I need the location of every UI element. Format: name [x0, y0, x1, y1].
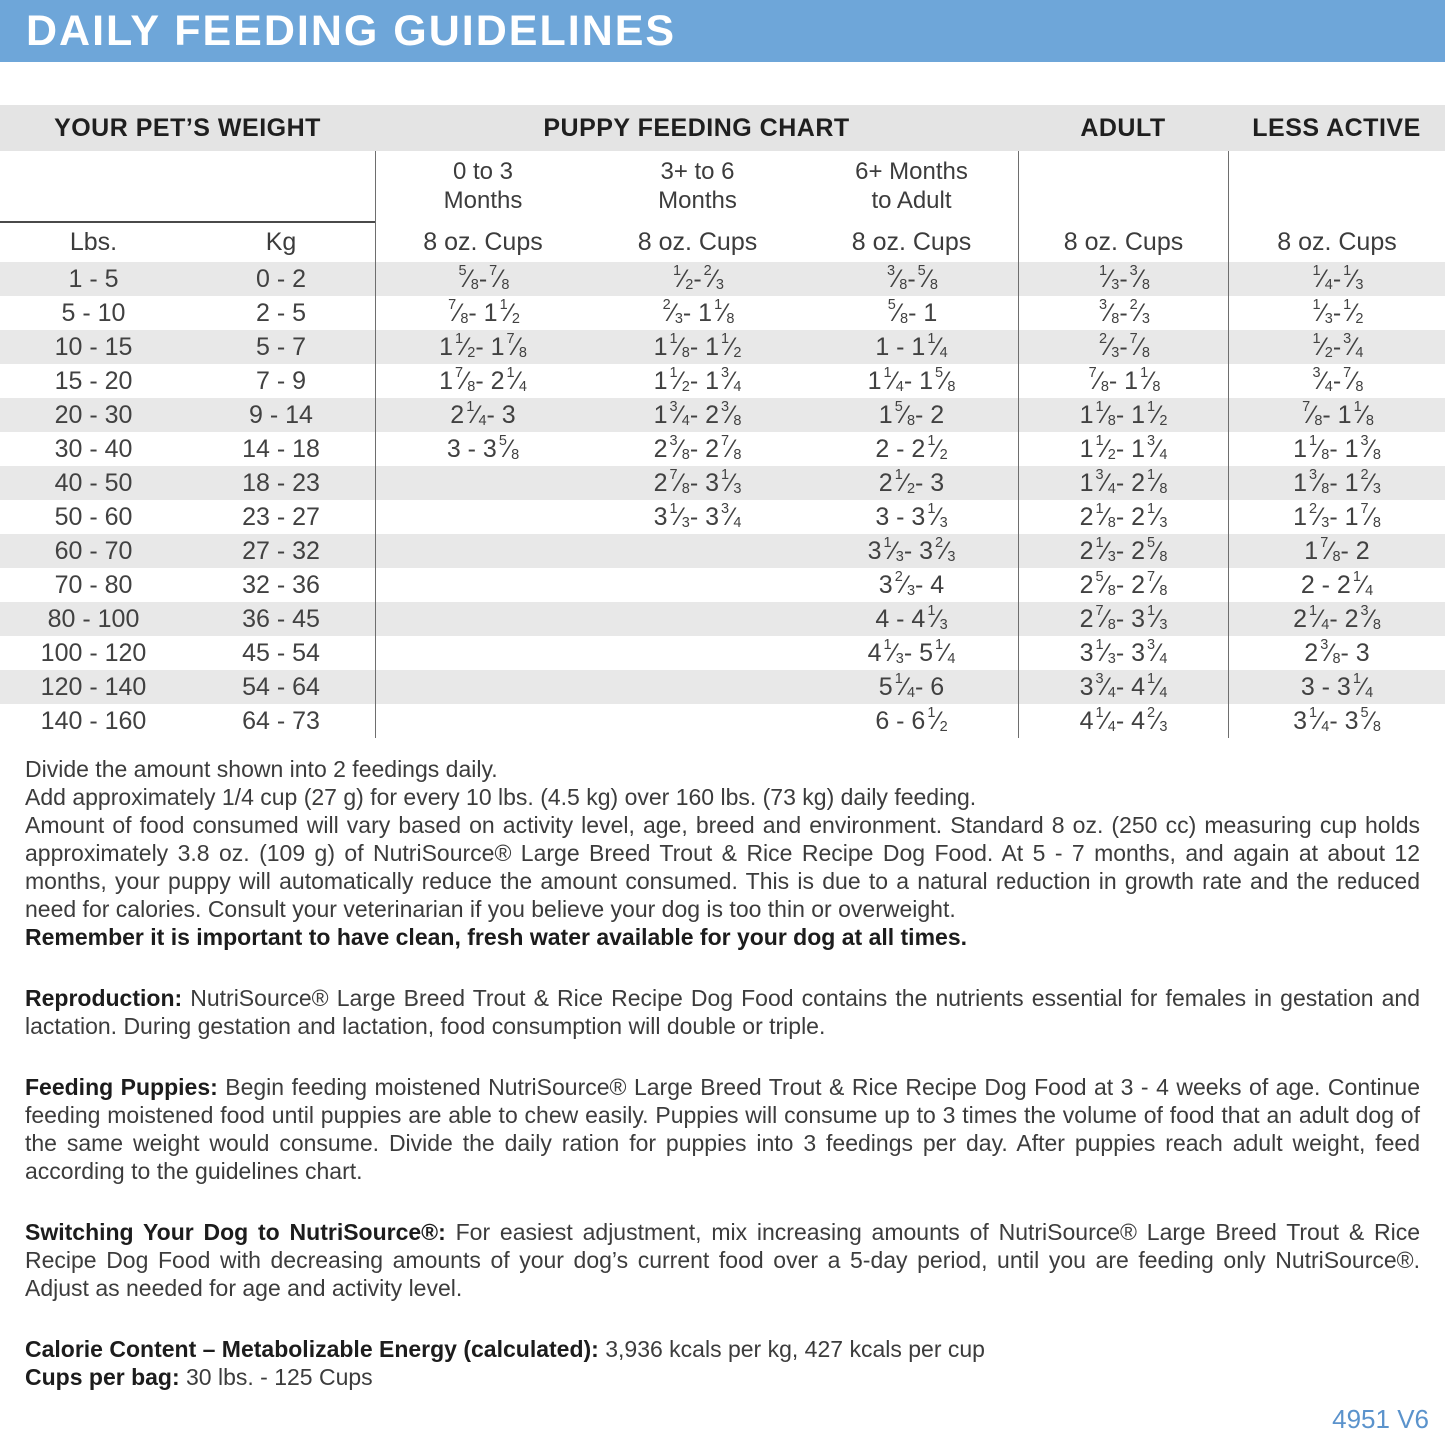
cell-less_active: 1 2 ⁄ 3 - 1 7 ⁄ 8: [1228, 500, 1445, 534]
cell-kg: 14 - 18: [242, 434, 320, 463]
col-header-cups-less-active: 8 oz. Cups: [1228, 223, 1445, 262]
cell-kg: 45 - 54: [242, 638, 320, 667]
note-add-quarter-cup: Add approximately 1/4 cup (27 g) for every 10 lbs. (4.5 kg) over 160 lbs. (73 kg) daily feeding.: [25, 784, 977, 810]
para-feeding-puppies: [25, 1073, 1420, 1185]
cell-p6_adult: 3 1 ⁄ 3 - 3 2 ⁄ 3: [867, 535, 956, 565]
cups-per-bag-value: 30 lbs. - 125 Cups: [179, 1364, 373, 1390]
cell-lbs: 100 - 120: [40, 638, 147, 667]
table-row: [0, 398, 1445, 432]
cell-p0_3: [375, 534, 590, 568]
col-header-3-6-months: 3+ to 6 Months: [658, 158, 737, 214]
cell-adult: 2 5 ⁄ 8 - 2 7 ⁄ 8: [1018, 568, 1228, 602]
table-row: [0, 636, 1445, 670]
cell-p0_3: [375, 568, 590, 602]
table-row: [0, 432, 1445, 466]
cell-lbs: 30 - 40: [54, 434, 133, 463]
calorie-content-line: [25, 1335, 1420, 1363]
cell-lbs: 40 - 50: [54, 468, 133, 497]
cell-kg: 36 - 45: [242, 604, 320, 633]
title-banner: [0, 0, 1445, 62]
cell-less_active: 1 ⁄ 2 - 3 ⁄ 4: [1228, 330, 1445, 364]
cell-less_active: 3 1 ⁄ 4 - 3 5 ⁄ 8: [1228, 704, 1445, 738]
cell-kg: 0 - 2: [255, 264, 307, 293]
cell-lbs: 5 - 10: [61, 298, 126, 327]
cell-less_active: 1 ⁄ 3 - 1 ⁄ 2: [1228, 296, 1445, 330]
col-header-cups-0-3: 8 oz. Cups: [375, 223, 590, 262]
col-header-cups-3-6: 8 oz. Cups: [637, 228, 758, 256]
cell-p0_3: [375, 500, 590, 534]
cell-adult: 1 3 ⁄ 4 - 2 1 ⁄ 8: [1018, 466, 1228, 500]
cell-p3_6: 2 ⁄ 3 - 1 1 ⁄ 8: [662, 297, 735, 327]
cell-p3_6: [590, 704, 805, 738]
cell-adult: 2 7 ⁄ 8 - 3 1 ⁄ 3: [1018, 602, 1228, 636]
table-row: [0, 296, 1445, 330]
cell-p6_adult: 4 1 ⁄ 3 - 5 1 ⁄ 4: [867, 637, 956, 667]
cell-p0_3: 2 1 ⁄ 4 - 3: [375, 398, 590, 432]
cell-p3_6: 3 1 ⁄ 3 - 3 3 ⁄ 4: [653, 501, 742, 531]
cell-kg: 18 - 23: [242, 468, 320, 497]
cell-p6_adult: 3 - 3 1 ⁄ 3: [875, 501, 948, 531]
cell-p3_6: 1 3 ⁄ 4 - 2 3 ⁄ 8: [653, 399, 742, 429]
cell-less_active: 1 3 ⁄ 8 - 1 2 ⁄ 3: [1228, 466, 1445, 500]
col-header-6-adult-cell: [805, 151, 1018, 223]
col-header-cups-adult: 8 oz. Cups: [1018, 223, 1228, 262]
cell-lbs: 15 - 20: [54, 366, 133, 395]
cell-p6_adult: 6 - 6 1 ⁄ 2: [875, 705, 948, 735]
cell-less_active: 3 ⁄ 4 - 7 ⁄ 8: [1228, 364, 1445, 398]
cell-kg: 64 - 73: [242, 706, 320, 735]
cell-p0_3: [375, 602, 590, 636]
header-adult: ADULT: [1080, 113, 1166, 142]
cell-adult: 1 1 ⁄ 2 - 1 3 ⁄ 4: [1018, 432, 1228, 466]
cell-less_active: 1 1 ⁄ 8 - 1 3 ⁄ 8: [1228, 432, 1445, 466]
cell-p6_adult: 2 - 2 1 ⁄ 2: [875, 433, 948, 463]
table-row: [0, 704, 1445, 738]
cell-p6_adult: 3 2 ⁄ 3 - 4: [878, 569, 945, 599]
cell-kg: 5 - 7: [255, 332, 307, 361]
cell-p3_6: 1 ⁄ 2 - 2 ⁄ 3: [672, 263, 724, 293]
cell-adult: 3 1 ⁄ 3 - 3 3 ⁄ 4: [1018, 636, 1228, 670]
cell-p0_3: 5 ⁄ 8 - 7 ⁄ 8: [375, 262, 590, 296]
col-header-0-3-months-cell: [375, 151, 590, 223]
cell-kg: 9 - 14: [249, 400, 313, 429]
cell-p3_6: 2 7 ⁄ 8 - 3 1 ⁄ 3: [653, 467, 742, 497]
cell-p3_6: 1 1 ⁄ 8 - 1 1 ⁄ 2: [653, 331, 742, 361]
weight-subheader-spacer: [0, 151, 375, 223]
feeding-puppies-text: Begin feeding moistened NutriSource® Large Breed Trout & Rice Recipe Dog Food at 3 - 4 weeks of age. Continue feeding moistened food until puppies are able to chew easily. Puppies will consume up to 3 times the volume of food that an adult dog of the same weight would consume. Divide the daily ration for puppies into 3 feedings per day. After puppies reach adult weight, feed according to the guidelines chart.: [25, 1074, 1421, 1184]
cell-lbs: 70 - 80: [54, 570, 133, 599]
feeding-guidelines-table: [0, 105, 1445, 738]
table-body: [0, 262, 1445, 738]
cell-kg: 23 - 27: [242, 502, 320, 531]
cell-lbs: 50 - 60: [54, 502, 133, 531]
cell-less_active: 2 - 2 1 ⁄ 4: [1228, 568, 1445, 602]
cell-p6_adult: 4 - 4 1 ⁄ 3: [875, 603, 948, 633]
reproduction-text: NutriSource® Large Breed Trout & Rice Recipe Dog Food contains the nutrients essential for females in gestation and lactation. During gestation and lactation, food consumption will double or triple.: [25, 985, 1420, 1039]
cell-lbs: 140 - 160: [40, 706, 147, 735]
page-title: DAILY FEEDING GUIDELINES: [26, 6, 677, 55]
cell-p6_adult: 5 1 ⁄ 4 - 6: [878, 671, 945, 701]
cell-p3_6: [590, 534, 805, 568]
cell-p0_3: 3 - 3 5 ⁄ 8: [375, 432, 590, 466]
cell-kg: 32 - 36: [242, 570, 320, 599]
adult-subheader-spacer: [1018, 151, 1228, 223]
cell-p6_adult: 2 1 ⁄ 2 - 3: [878, 467, 945, 497]
cell-adult: 2 1 ⁄ 8 - 2 1 ⁄ 3: [1018, 500, 1228, 534]
cell-p0_3: [375, 636, 590, 670]
col-header-6-months-to-adult: 6+ Months to Adult: [855, 158, 968, 214]
cell-adult: 1 ⁄ 3 - 3 ⁄ 8: [1018, 262, 1228, 296]
note-divide-feedings: Divide the amount shown into 2 feedings daily.: [25, 756, 498, 782]
age-subheader-row: [0, 151, 1445, 223]
cell-kg: 54 - 64: [242, 672, 320, 701]
cell-p0_3: [375, 670, 590, 704]
col-header-lbs: Lbs.: [69, 228, 118, 256]
col-header-0-3-months: 0 to 3 Months: [443, 158, 523, 214]
cell-less_active: 1 ⁄ 4 - 1 ⁄ 3: [1228, 262, 1445, 296]
cell-less_active: 2 1 ⁄ 4 - 2 3 ⁄ 8: [1228, 602, 1445, 636]
cell-adult: 3 3 ⁄ 4 - 4 1 ⁄ 4: [1018, 670, 1228, 704]
cell-lbs: 60 - 70: [54, 536, 133, 565]
table-row: [0, 466, 1445, 500]
cell-p6_adult: 3 ⁄ 8 - 5 ⁄ 8: [886, 263, 938, 293]
cell-p0_3: 7 ⁄ 8 - 1 1 ⁄ 2: [375, 296, 590, 330]
cell-less_active: 3 - 3 1 ⁄ 4: [1228, 670, 1445, 704]
col-header-3-6-months-cell: [590, 151, 805, 223]
note-fresh-water: Remember it is important to have clean, fresh water available for your dog at all times.: [25, 924, 968, 950]
para-switching: [25, 1218, 1420, 1302]
cell-less_active: 1 7 ⁄ 8 - 2: [1228, 534, 1445, 568]
cell-p6_adult: 1 - 1 1 ⁄ 4: [875, 331, 948, 361]
cell-lbs: 20 - 30: [54, 400, 133, 429]
cell-p0_3: [375, 466, 590, 500]
cell-adult: 2 1 ⁄ 3 - 2 5 ⁄ 8: [1018, 534, 1228, 568]
table-row: [0, 364, 1445, 398]
units-row: [0, 223, 1445, 262]
cell-p3_6: 2 3 ⁄ 8 - 2 7 ⁄ 8: [653, 433, 742, 463]
cell-lbs: 80 - 100: [47, 604, 140, 633]
header-less-active: LESS ACTIVE: [1252, 113, 1421, 142]
cell-less_active: 2 3 ⁄ 8 - 3: [1228, 636, 1445, 670]
switching-text: For easiest adjustment, mix increasing amounts of NutriSource® Large Breed Trout & Rice Recipe Dog Food with decreasing amounts of your dog’s current food over a 5-day period, until you are feeding only NutriSource®. Adjust as needed for age and activity level.: [25, 1219, 1420, 1301]
cell-p6_adult: 1 5 ⁄ 8 - 2: [878, 399, 945, 429]
table-row: [0, 262, 1445, 296]
cell-p0_3: 1 1 ⁄ 2 - 1 7 ⁄ 8: [375, 330, 590, 364]
cell-kg: 7 - 9: [255, 366, 307, 395]
table-row: [0, 670, 1445, 704]
cell-p3_6: [590, 670, 805, 704]
cell-lbs: 10 - 15: [54, 332, 133, 361]
cups-per-bag-label: Cups per bag:: [25, 1364, 180, 1390]
table-row: [0, 500, 1445, 534]
cell-adult: 3 ⁄ 8 - 2 ⁄ 3: [1018, 296, 1228, 330]
reproduction-label: Reproduction:: [25, 985, 183, 1011]
cell-adult: 4 1 ⁄ 4 - 4 2 ⁄ 3: [1018, 704, 1228, 738]
header-your-pets-weight: YOUR PET’S WEIGHT: [54, 113, 321, 142]
col-header-cups-6-adult: 8 oz. Cups: [851, 228, 972, 256]
cell-p0_3: [375, 704, 590, 738]
cell-p0_3: 1 7 ⁄ 8 - 2 1 ⁄ 4: [375, 364, 590, 398]
cell-p3_6: 1 1 ⁄ 2 - 1 3 ⁄ 4: [653, 365, 742, 395]
notes-section: [0, 738, 1445, 1391]
calorie-content-value: 3,936 kcals per kg, 427 kcals per cup: [598, 1336, 985, 1362]
col-header-kg: Kg: [265, 228, 297, 256]
cell-adult: 1 1 ⁄ 8 - 1 1 ⁄ 2: [1018, 398, 1228, 432]
feeding-puppies-label: Feeding Puppies:: [25, 1074, 218, 1100]
section-header-row: [0, 105, 1445, 151]
table-row: [0, 534, 1445, 568]
cell-p3_6: [590, 568, 805, 602]
cell-lbs: 1 - 5: [68, 264, 119, 293]
header-puppy-feeding-chart: PUPPY FEEDING CHART: [543, 113, 850, 142]
cell-lbs: 120 - 140: [40, 672, 147, 701]
table-row: [0, 330, 1445, 364]
cups-per-bag-line: [25, 1363, 1420, 1391]
cell-p6_adult: 5 ⁄ 8 - 1: [887, 297, 938, 327]
cell-adult: 7 ⁄ 8 - 1 1 ⁄ 8: [1018, 364, 1228, 398]
cell-p3_6: [590, 602, 805, 636]
note-amount-varies: Amount of food consumed will vary based on activity level, age, breed and environment. Standard 8 oz. (250 cc) measuring cup holds approximately 3.8 oz. (109 g) of NutriSource® Large Breed Trout & Rice Recipe Dog Food. At 5 - 7 months, and again at about 12 months, your puppy will automatically reduce the amount consumed. This is due to a natural reduction in growth rate and the reduced need for calories. Consult your veterinarian if you believe your dog is too thin or overweight.: [25, 812, 1420, 922]
table-row: [0, 602, 1445, 636]
calorie-content-label: Calorie Content – Metabolizable Energy (calculated):: [25, 1336, 599, 1362]
cell-kg: 27 - 32: [242, 536, 320, 565]
para-reproduction: [25, 984, 1420, 1040]
cell-less_active: 7 ⁄ 8 - 1 1 ⁄ 8: [1228, 398, 1445, 432]
footer-code: 4951 V6: [1332, 1404, 1429, 1434]
cell-kg: 2 - 5: [255, 298, 307, 327]
cell-adult: 2 ⁄ 3 - 7 ⁄ 8: [1018, 330, 1228, 364]
table-row: [0, 568, 1445, 602]
cell-p3_6: [590, 636, 805, 670]
cell-p6_adult: 1 1 ⁄ 4 - 1 5 ⁄ 8: [867, 365, 956, 395]
switching-label: Switching Your Dog to NutriSource®:: [25, 1219, 446, 1245]
less-active-subheader-spacer: [1228, 151, 1445, 223]
